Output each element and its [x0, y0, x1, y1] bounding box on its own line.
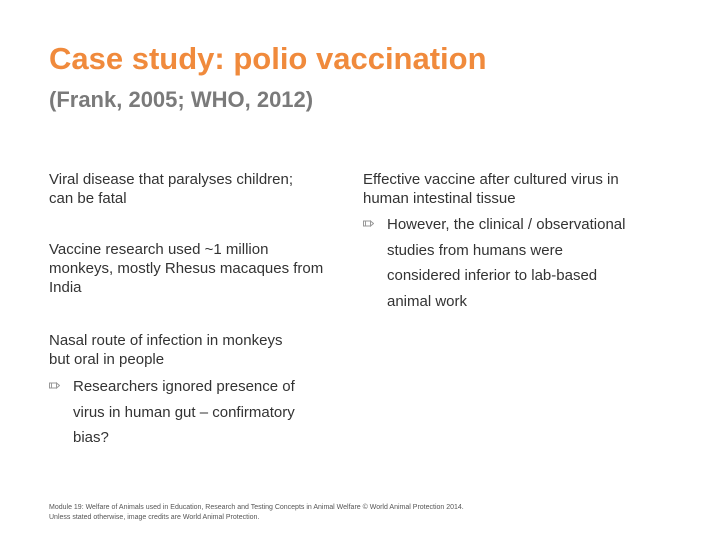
right-bullet-item	[363, 212, 683, 314]
right-bullet-text: However, the clinical / observational studies from humans were considered inferior to lab-based animal work	[387, 216, 626, 310]
left-paragraph-2: Vaccine research used ~1 million monkeys, mostly Rhesus macaques from India	[49, 241, 324, 296]
left-paragraph-1: Viral disease that paralyses children; can be fatal	[49, 171, 294, 207]
footer-credit: Module 19: Welfare of Animals used in Education, Research and Testing Concepts in Animal Welfare © World Animal Protection 2014. Unless stated otherwise, image credits are World Animal Protection.	[49, 504, 464, 521]
left-bullet-item	[49, 374, 359, 451]
left-paragraph-3: Nasal route of infection in monkeys but oral in people	[49, 332, 283, 368]
slide-title: Case study: polio vaccination	[49, 41, 487, 76]
pencil-bullet-icon	[363, 218, 374, 229]
right-paragraph-1: Effective vaccine after cultured virus in human intestinal tissue	[363, 171, 619, 207]
pencil-bullet-icon	[49, 380, 60, 391]
left-bullet-text: Researchers ignored presence of virus in human gut – confirmatory bias?	[73, 378, 295, 446]
slide-subtitle: (Frank, 2005; WHO, 2012)	[49, 87, 314, 112]
